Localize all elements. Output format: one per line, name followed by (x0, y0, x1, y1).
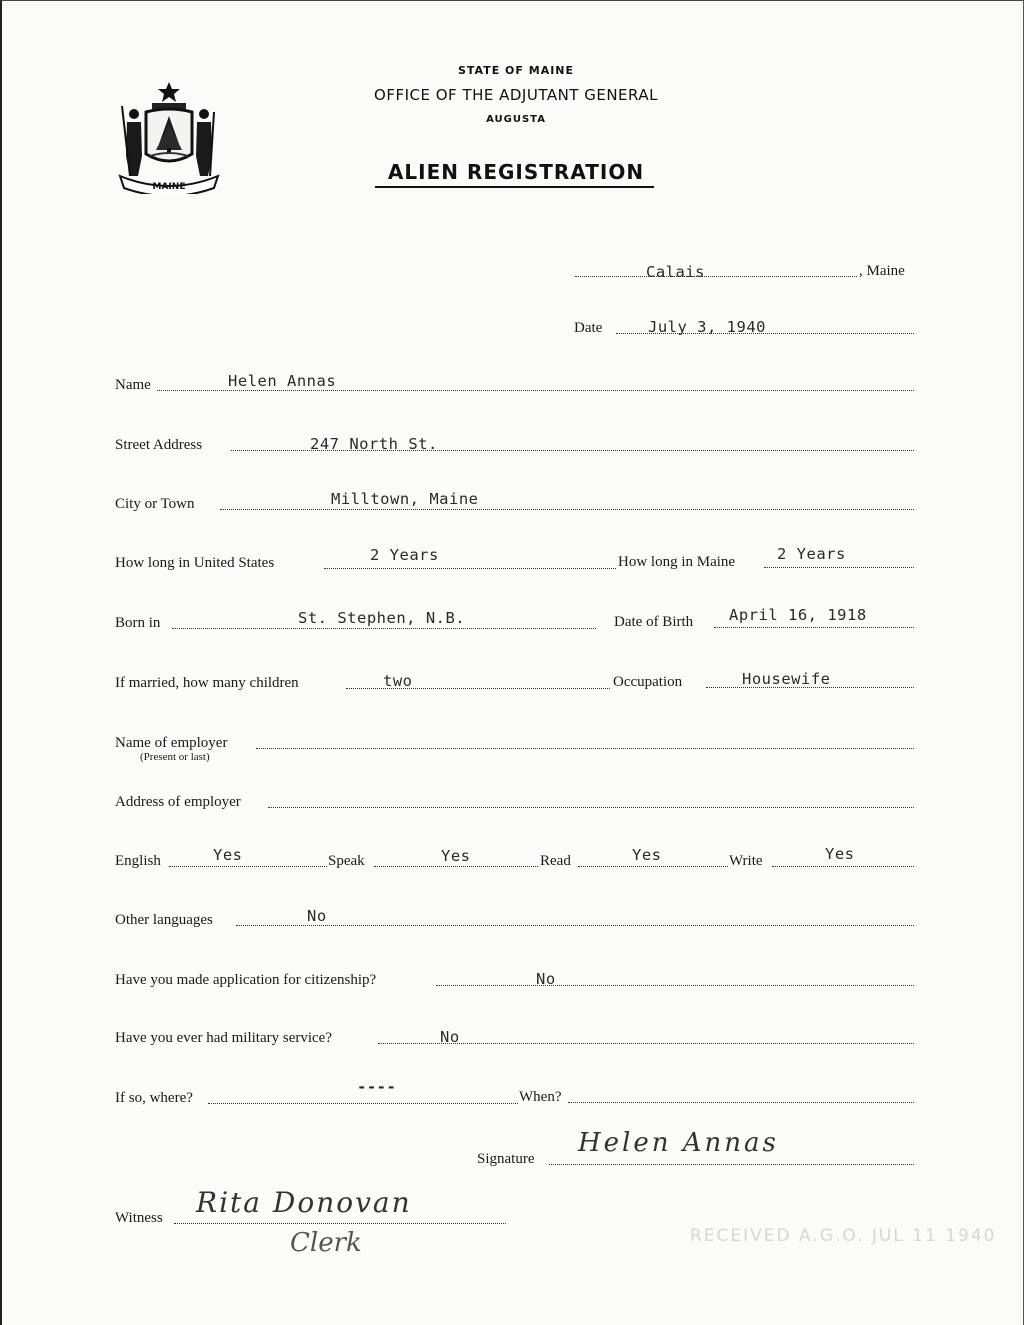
city-label: City or Town (115, 496, 195, 512)
employer-line (256, 748, 914, 749)
children-value: two (383, 672, 413, 690)
employer-label: Name of employer (115, 735, 228, 751)
received-stamp: RECEIVED A.G.O. JUL 11 1940 (690, 1226, 997, 1246)
other-languages-label: Other languages (115, 912, 213, 928)
speak-line (374, 866, 538, 867)
write-value: Yes (825, 845, 855, 863)
office-heading: OFFICE OF THE ADJUTANT GENERAL (374, 86, 658, 104)
citizenship-label: Have you made application for citizenship? (115, 972, 377, 988)
signature-line (549, 1164, 914, 1165)
write-line (772, 866, 914, 867)
us-length-value: 2 Years (370, 546, 439, 564)
us-length-label: How long in United States (115, 555, 275, 571)
state-heading: STATE OF MAINE (457, 64, 575, 77)
where-label: If so, where? (115, 1090, 193, 1106)
place-town-value: Calais (646, 263, 705, 281)
other-languages-line (236, 925, 914, 926)
when-label: When? (519, 1089, 562, 1105)
form-title: ALIEN REGISTRATION (387, 160, 645, 184)
date-value: July 3, 1940 (648, 318, 766, 336)
military-label: Have you ever had military service? (115, 1030, 332, 1046)
occupation-value: Housewife (742, 670, 831, 688)
witness-title: Clerk (290, 1228, 362, 1258)
write-label: Write (729, 853, 763, 869)
children-label: If married, how many children (115, 675, 299, 691)
where-value: ---- (357, 1078, 397, 1096)
signature-label: Signature (477, 1151, 535, 1167)
signature-value: Helen Annas (578, 1128, 779, 1158)
street-label: Street Address (115, 437, 203, 453)
where-line (208, 1103, 518, 1104)
english-label: English (115, 853, 161, 869)
witness-signature: Rita Donovan (196, 1186, 412, 1219)
employer-note: (Present or last) (140, 751, 210, 763)
street-value: 247 North St. (310, 435, 438, 453)
city-line (220, 509, 914, 510)
military-value: No (440, 1028, 460, 1046)
born-label: Born in (115, 615, 161, 631)
name-line (157, 390, 914, 391)
born-line (172, 628, 596, 629)
citizenship-line (436, 985, 914, 986)
place-suffix: , Maine (859, 263, 905, 279)
read-label: Read (540, 853, 571, 869)
date-label: Date (574, 320, 603, 336)
maine-length-value: 2 Years (777, 545, 846, 563)
place-line (575, 276, 857, 277)
read-line (578, 866, 728, 867)
witness-line (174, 1223, 506, 1224)
maine-length-line (764, 567, 914, 568)
born-value: St. Stephen, N.B. (298, 609, 466, 627)
english-value: Yes (213, 846, 243, 864)
occupation-label: Occupation (613, 674, 683, 690)
maine-length-label: How long in Maine (618, 554, 736, 570)
title-underline (375, 186, 654, 188)
name-label: Name (115, 377, 151, 393)
witness-label: Witness (115, 1210, 163, 1226)
name-value: Helen Annas (228, 372, 337, 390)
employer-address-line (268, 807, 914, 808)
dob-line (714, 627, 914, 628)
speak-label: Speak (328, 853, 365, 869)
dob-label: Date of Birth (614, 614, 694, 630)
dob-value: April 16, 1918 (729, 606, 867, 624)
employer-address-label: Address of employer (115, 794, 241, 810)
read-value: Yes (632, 846, 662, 864)
speak-value: Yes (441, 847, 471, 865)
city-heading: AUGUSTA (486, 114, 546, 125)
other-languages-value: No (307, 907, 327, 925)
city-value: Milltown, Maine (331, 490, 479, 508)
seal-banner-text: MAINE (152, 182, 186, 192)
us-length-line (324, 568, 616, 569)
english-line (169, 866, 327, 867)
when-line (568, 1102, 914, 1103)
citizenship-value: No (536, 970, 556, 988)
